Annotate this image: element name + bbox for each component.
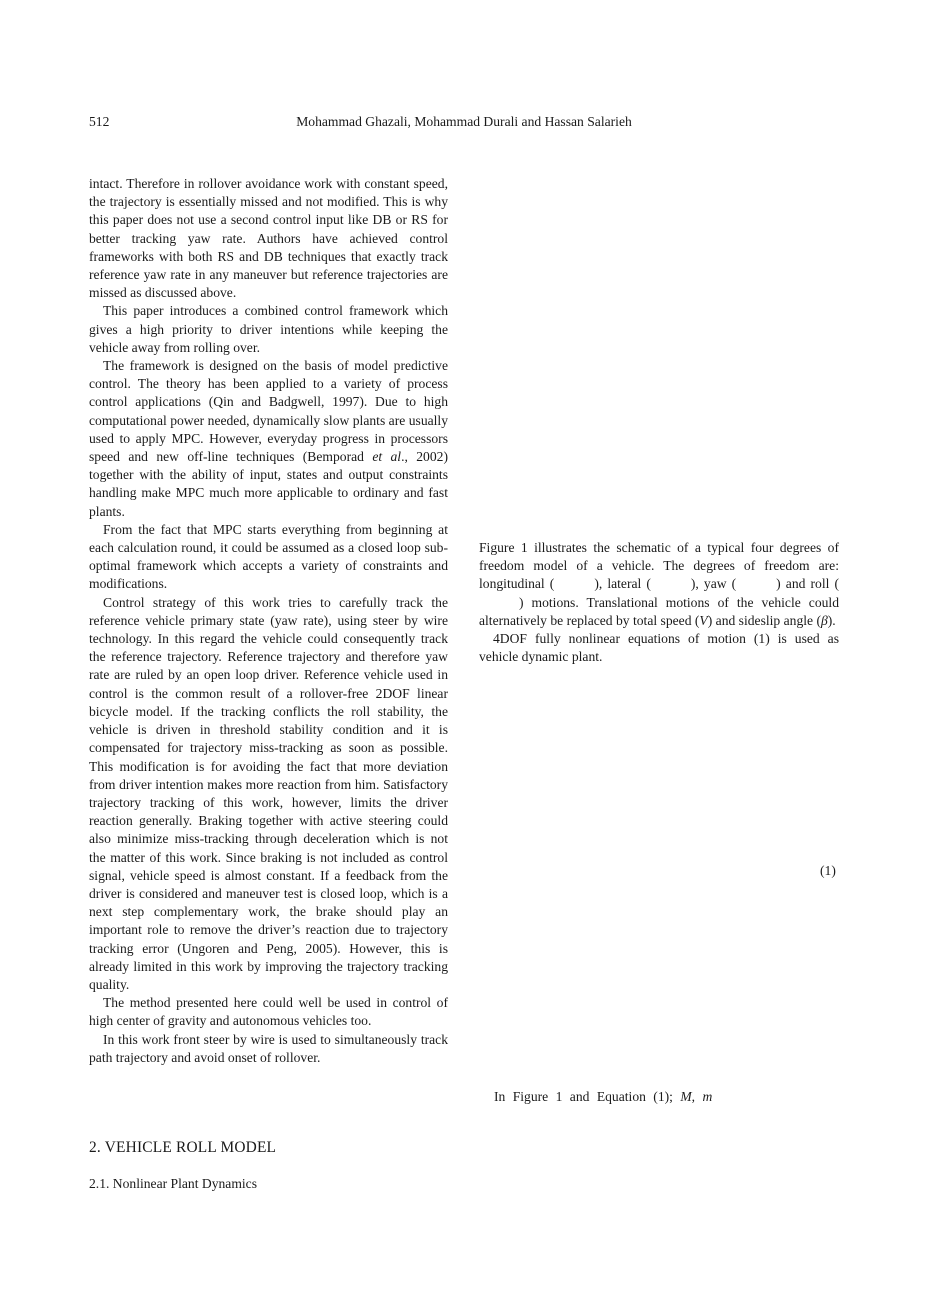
paragraph: From the fact that MPC starts everything from beginning at each calculation round, it could be assumed as a closed loop sub-optimal framework which accepts a variety of constraints and modifications. (89, 521, 448, 592)
subsection-heading: 2.1. Nonlinear Plant Dynamics (89, 1176, 258, 1191)
paragraph: In this work front steer by wire is used to simultaneously track path trajectory and avoid onset of rollover. (89, 1031, 448, 1065)
paragraph: Control strategy of this work tries to carefully track the reference vehicle primary state (yaw rate), using steer by wire technology. In this regard the vehicle could consequently track the reference trajectory. Reference trajectory and therefore yaw rate are ruled by an open loop driver. Reference vehicle used in control is the common result of a rollover-free 2DOF linear bicycle model. If the tracking conflicts the roll stability, the vehicle is driven in threshold stability condition and it is compensated for trajectory miss-tracking as soon as possible. This modification is for avoiding the fact that more deviation from driver intention makes more reaction from him. Satisfactory trajectory tracking of this work, however, limits the driver reaction generally. Braking together with active steering could also minimize miss-tracking through deceleration which is not the matter of this work. Since braking is not included as control signal, vehicle speed is almost constant. If a feedback from the driver is considered and maneuver test is closed loop, which is a next step complementary work, the brake should play an important role to remove the driver’s reaction due to trajectory tracking error (Ungoren and Peng, 2005). However, this is already limited in this work by improving the trajectory tracking quality. (89, 594, 448, 992)
paragraph: The framework is designed on the basis of model predictive control. The theory has been applied to a variety of process control applications (Qin and Badgwell, 1997). Due to high computational power needed, dynamically slow plants are usually used to apply MPC. However, everyday progress in processors speed and new off-line techniques (Bemporad et al., 2002) together with the ability of input, states and output constraints handling make MPC much more applicable to ordinary and fast plants. (89, 358, 448, 519)
paragraph: This paper introduces a combined control framework which gives a high priority to driver intentions while keeping the vehicle away from rolling over. (89, 303, 448, 355)
running-head-authors: Mohammad Ghazali, Mohammad Durali and Hassan Salarieh (296, 114, 632, 129)
paragraph: Figure 1 illustrates the schematic of a typical four degrees of freedom model of a vehicle. The degrees of freedom are: longitudinal ( ), lateral ( ), yaw ( ) and roll () motions. Translational motions of the vehicle could alternatively be replaced by total speed (V) and sideslip angle (β). (479, 540, 839, 628)
page-number: 512 (89, 114, 110, 129)
right-column (479, 539, 839, 666)
paragraph: intact. Therefore in rollover avoidance work with constant speed, the trajectory is essentially missed and not modified. This is why this paper does not use a second control input like DB or RS for better tracking yaw rate. Authors have achieved control frameworks with both RS and DB techniques that exactly track reference yaw rate in any maneuver but reference trajectories are missed as discussed above. (89, 176, 448, 301)
equation-1-placeholder (479, 700, 809, 1070)
paragraph: 4DOF fully nonlinear equations of motion (1) is used as vehicle dynamic plant. (479, 631, 839, 665)
left-column (89, 175, 448, 1067)
paragraph: The method presented here could well be used in control of high center of gravity and autonomous vehicles too. (89, 995, 448, 1029)
section-heading: 2. VEHICLE ROLL MODEL (89, 1139, 277, 1156)
paragraph-start: In Figure 1 and Equation (1); M, m (494, 1089, 713, 1104)
equation-number: (1) (820, 863, 836, 878)
figure-1-placeholder (479, 175, 839, 530)
